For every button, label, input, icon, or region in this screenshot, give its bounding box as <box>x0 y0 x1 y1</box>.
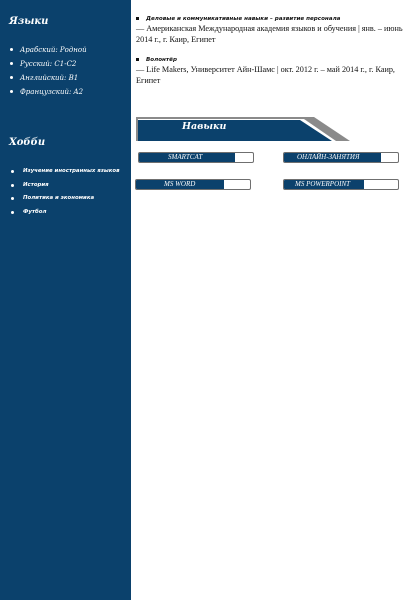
languages-list <box>9 43 87 99</box>
skill-bar-smartcat <box>138 152 254 163</box>
band-main-shape <box>138 120 332 141</box>
language-item: Арабский: Родной <box>9 43 87 57</box>
experience-entry <box>136 56 408 86</box>
hobby-item: История <box>9 179 120 193</box>
skill-label: MS POWERPOINT <box>295 180 351 188</box>
hobby-item: Политика и экономика <box>9 192 120 206</box>
entry-body: — Life Makers, Университет Айн-Шамс | окт. 2012 г. – май 2014 г., г. Каир, Египет <box>136 65 395 85</box>
languages-heading: Языки <box>9 16 49 27</box>
skill-bar-ms-word <box>135 179 251 190</box>
experience-entry <box>136 15 408 45</box>
entry-title: Волонтёр <box>136 56 408 64</box>
hobbies-heading: Хобби <box>9 137 46 148</box>
language-item: Русский: C1-C2 <box>9 57 87 71</box>
hobby-item: Футбол <box>9 206 120 220</box>
hobbies-list <box>9 165 120 219</box>
sidebar <box>0 0 131 600</box>
skills-heading: Навыки <box>182 121 227 132</box>
skill-label: ОНЛАЙН-ЗАНЯТИЯ <box>297 153 360 161</box>
entry-title: Деловые и коммуникативные навыки – развитие персонала <box>136 15 408 23</box>
language-item: Французский: A2 <box>9 85 87 99</box>
skills-section-band <box>136 115 350 141</box>
entry-body: — Американская Международная академия языков и обучения | янв. – июнь 2014 г., г. Каир, Египет <box>136 24 403 44</box>
skill-label: SMARTCAT <box>168 153 203 161</box>
language-item: Английский: B1 <box>9 71 87 85</box>
hobby-item: Изучение иностранных языков <box>9 165 120 179</box>
skill-bar-online-lessons <box>283 152 399 163</box>
skill-bar-ms-powerpoint <box>283 179 399 190</box>
skill-label: MS WORD <box>164 180 196 188</box>
